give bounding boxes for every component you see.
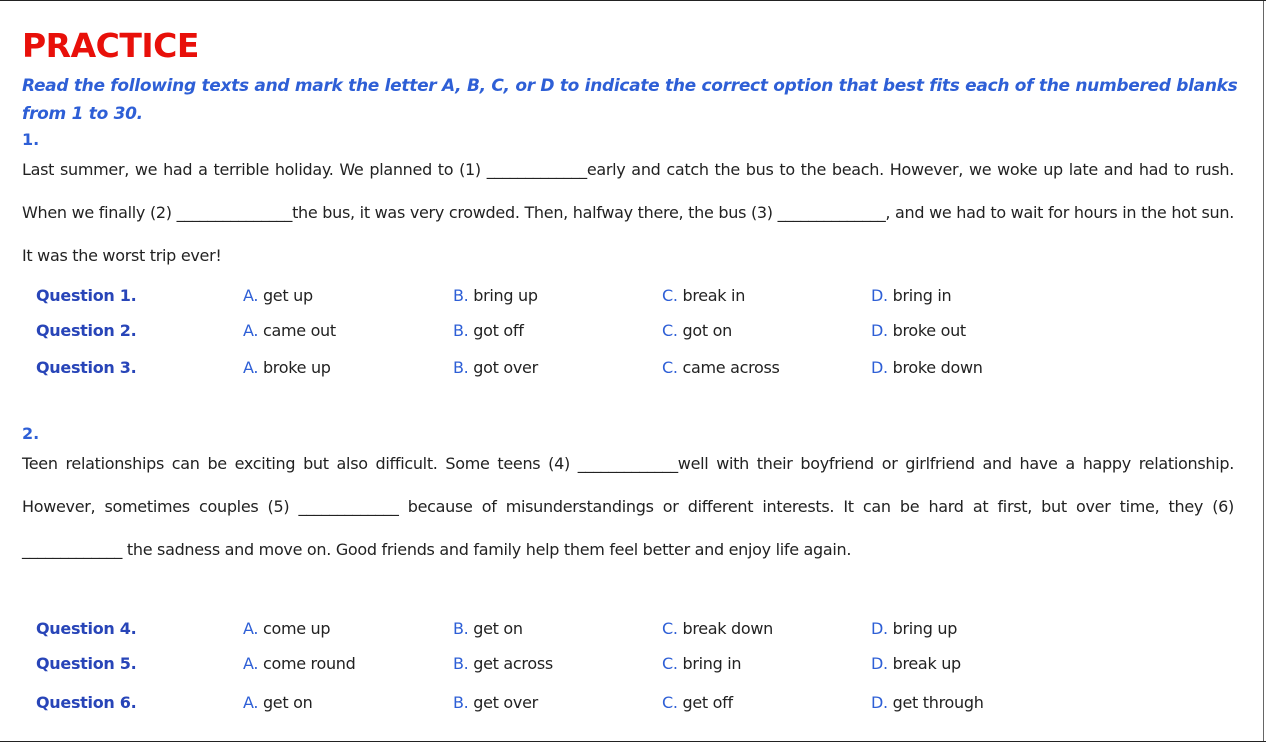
question-label: Question 5. (36, 654, 137, 673)
question-row (0, 286, 1268, 312)
question-label: Question 6. (36, 693, 137, 712)
option-d[interactable]: D. break up (871, 654, 961, 673)
option-d[interactable]: D. bring up (871, 619, 958, 638)
question-row (0, 619, 1268, 645)
question-row (0, 321, 1268, 347)
option-c[interactable]: C. get off (662, 693, 733, 712)
option-c[interactable]: C. break down (662, 619, 774, 638)
question-row (0, 693, 1268, 719)
option-a[interactable]: A. get on (243, 693, 313, 712)
option-c[interactable]: C. bring in (662, 654, 742, 673)
passage-text: Teen relationships can be exciting but also difficult. Some teens (4) _____________well with their boyfriend or girlfriend and have a happy relationship. However, sometimes couples (5) _____________ because of misunderstandings or different interests. It can be hard at first, but over time, they (6) _____________ the sadness and move on. Good friends and family help them feel better and enjoy life again. (22, 454, 1234, 559)
question-row (0, 654, 1268, 680)
question-label: Question 1. (36, 286, 137, 305)
option-b[interactable]: B. get over (453, 693, 538, 712)
option-d[interactable]: D. broke out (871, 321, 966, 340)
option-b[interactable]: B. got over (453, 358, 538, 377)
passage-number: 1. (22, 130, 40, 149)
option-a[interactable]: A. broke up (243, 358, 331, 377)
option-b[interactable]: B. bring up (453, 286, 538, 305)
option-a[interactable]: A. get up (243, 286, 313, 305)
option-a[interactable]: A. came out (243, 321, 336, 340)
question-label: Question 4. (36, 619, 137, 638)
question-row (0, 358, 1268, 384)
option-b[interactable]: B. got off (453, 321, 524, 340)
passage-number: 2. (22, 424, 40, 443)
option-c[interactable]: C. got on (662, 321, 732, 340)
question-label: Question 2. (36, 321, 137, 340)
option-b[interactable]: B. get on (453, 619, 523, 638)
option-d[interactable]: D. broke down (871, 358, 983, 377)
option-d[interactable]: D. get through (871, 693, 984, 712)
option-b[interactable]: B. get across (453, 654, 553, 673)
passage-text: Last summer, we had a terrible holiday. We planned to (1) _____________early and catch the bus to the beach. However, we woke up late and had to rush. When we finally (2) _______________the bus, it was very crowded. Then, halfway there, the bus (3) ______________, and we had to wait for hours in the hot sun. It was the worst trip ever! (22, 160, 1234, 265)
option-a[interactable]: A. come round (243, 654, 356, 673)
option-c[interactable]: C. break in (662, 286, 746, 305)
option-a[interactable]: A. come up (243, 619, 331, 638)
question-label: Question 3. (36, 358, 137, 377)
option-c[interactable]: C. came across (662, 358, 780, 377)
page-title: PRACTICE (22, 26, 199, 65)
option-d[interactable]: D. bring in (871, 286, 952, 305)
instruction-text: Read the following texts and mark the letter A, B, C, or D to indicate the correct option that best fits each of the numbered blanks from 1 to 30. (22, 76, 1238, 124)
